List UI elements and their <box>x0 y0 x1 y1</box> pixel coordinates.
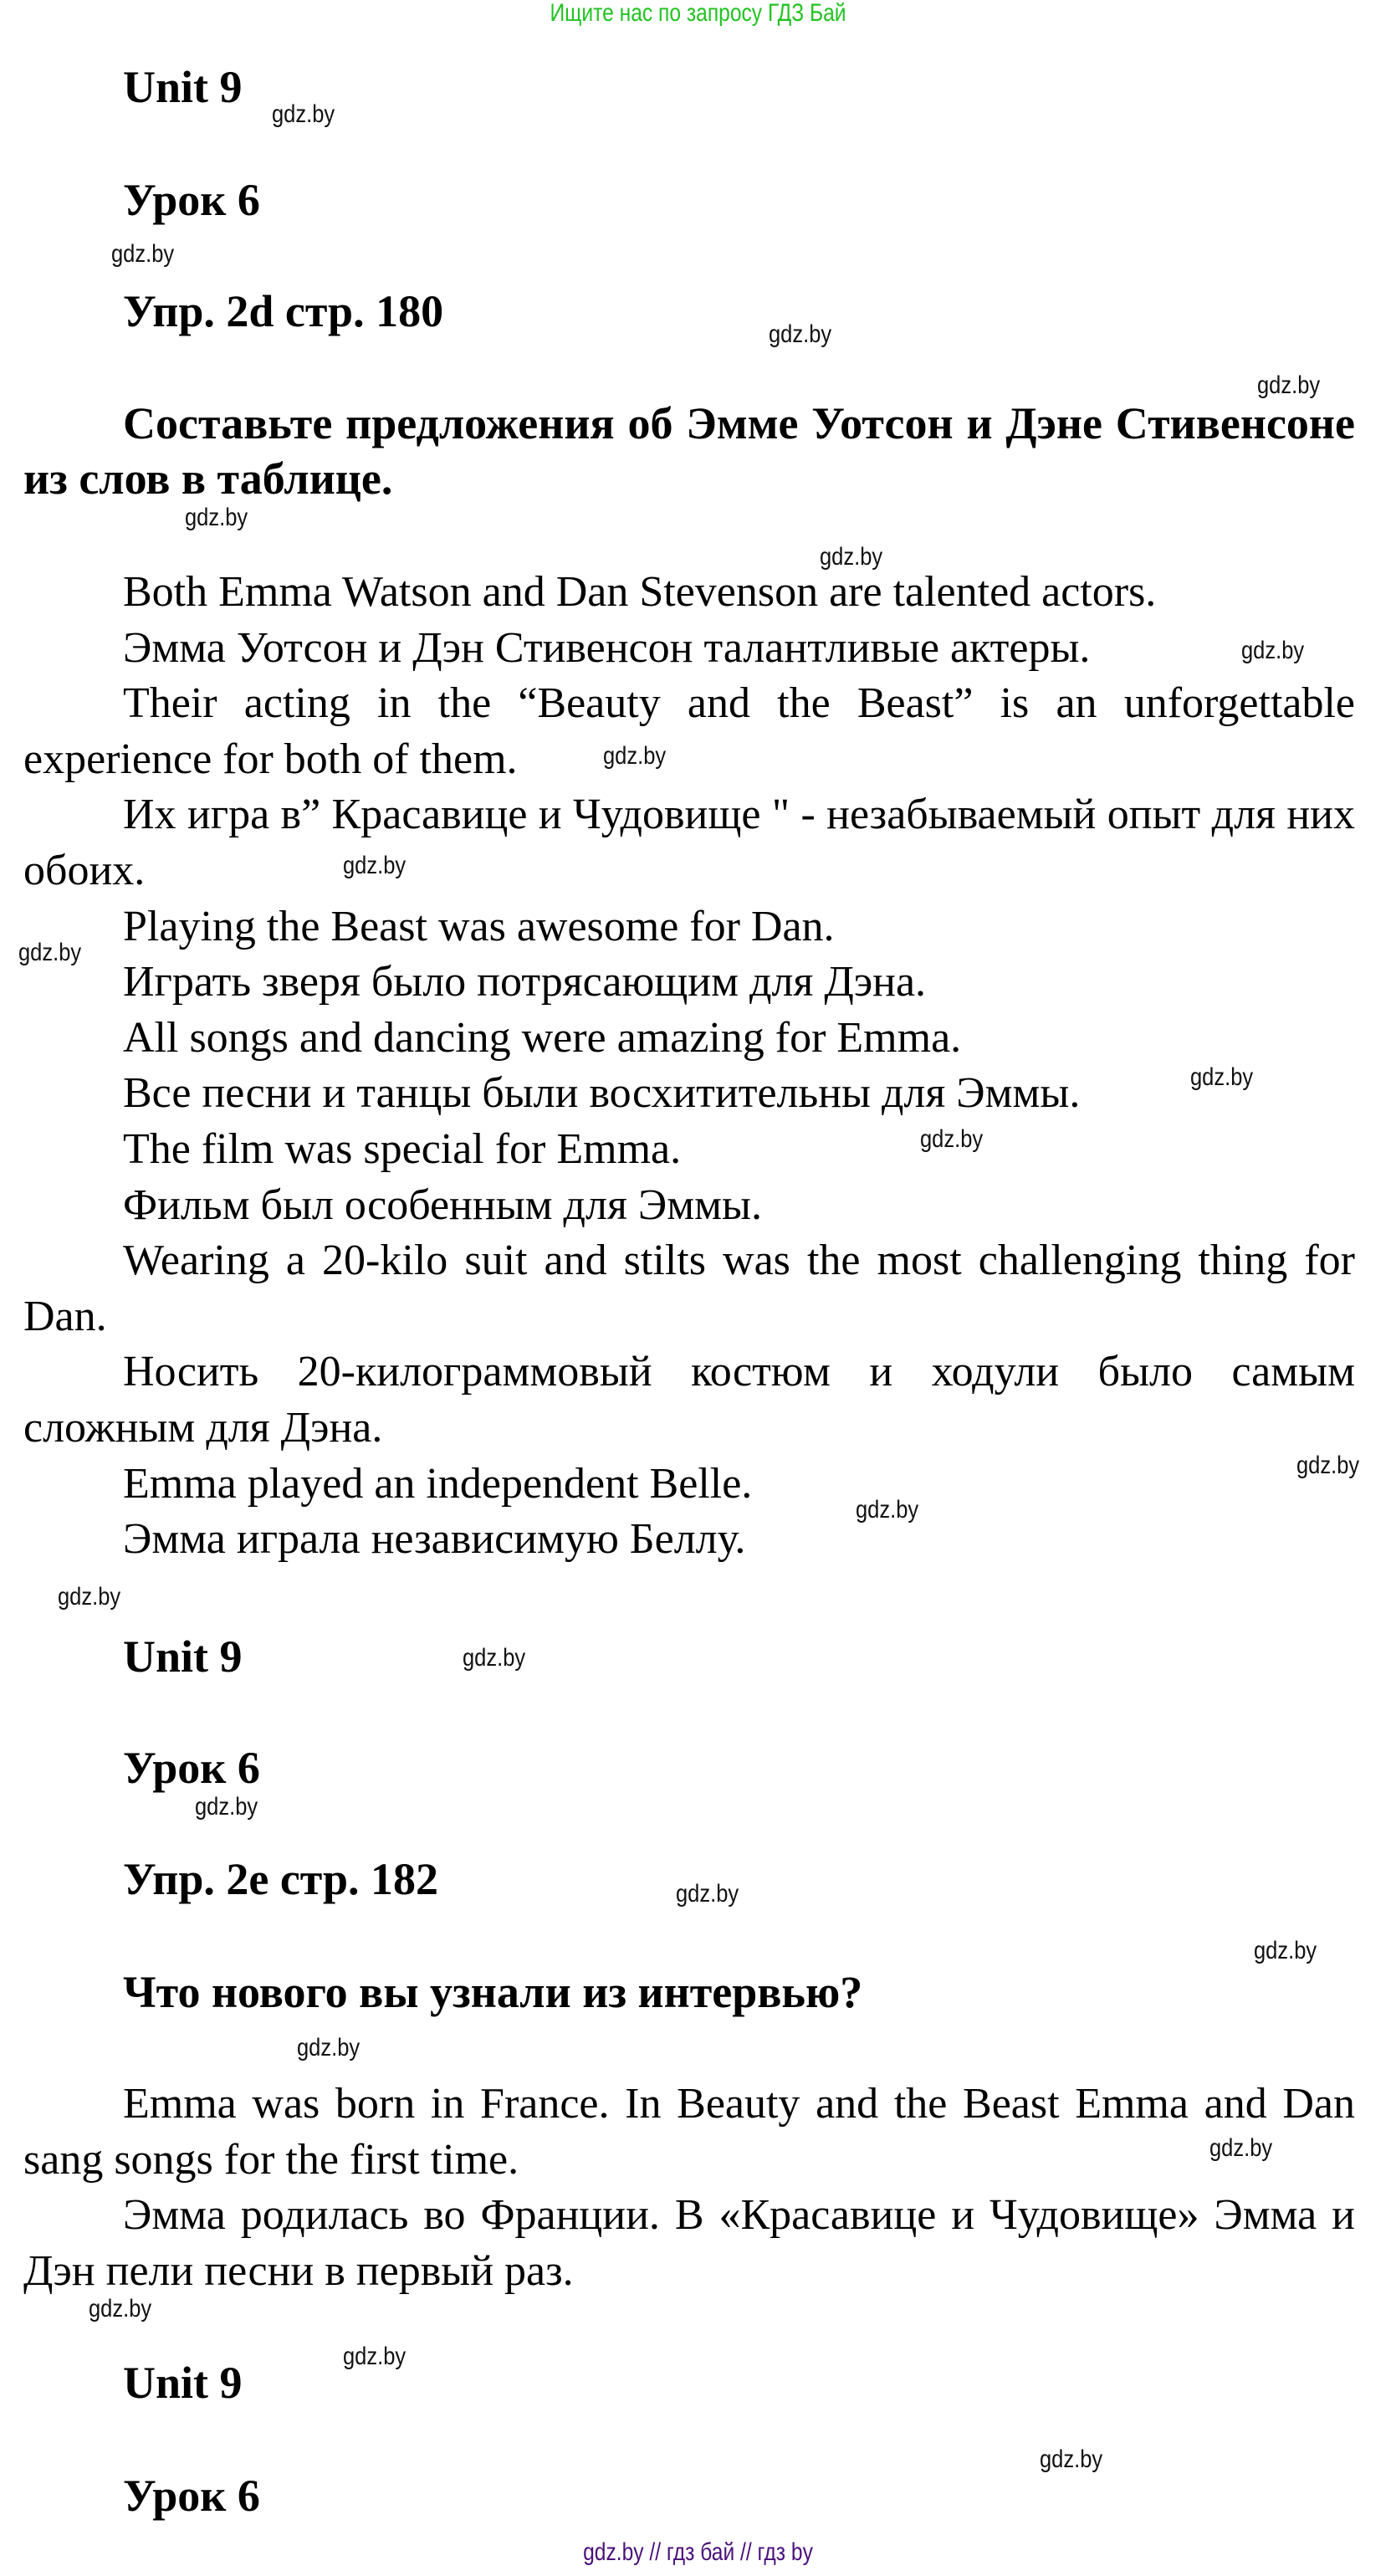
answer-block-1 <box>23 565 1355 1568</box>
footer-links[interactable]: gdz.by // гдз бай // гдз by <box>583 2538 813 2566</box>
watermark: gdz.by <box>920 1125 984 1153</box>
watermark: gdz.by <box>1190 1063 1254 1091</box>
unit-heading: Unit 9 <box>123 62 243 112</box>
answer-line: Emma was born in France. In Beauty and the Beast Emma and Dan sang songs for the first time. <box>23 2080 1355 2184</box>
watermark: gdz.by <box>195 1793 258 1821</box>
answer-line: Фильм был особенным для Эммы. <box>123 1180 762 1229</box>
watermark: gdz.by <box>89 2295 152 2322</box>
answer-line: Их игра в” Красавице и Чудовище " - незабываемый опыт для них обоих. <box>23 791 1355 894</box>
watermark: gdz.by <box>58 1583 121 1611</box>
answer-line: Wearing a 20-kilo suit and stilts was the most challenging thing for Dan. <box>23 1237 1355 1340</box>
top-banner-link[interactable]: Ищите нас по запросу ГДЗ Бай <box>550 0 846 27</box>
watermark: gdz.by <box>1254 1937 1317 1964</box>
answer-line: Эмма Уотсон и Дэн Стивенсон талантливые актеры. <box>123 623 1091 672</box>
watermark: gdz.by <box>343 2343 407 2370</box>
answer-line: All songs and dancing were amazing for Emma. <box>123 1013 962 1062</box>
watermark: gdz.by <box>463 1644 526 1672</box>
watermark: gdz.by <box>676 1880 739 1908</box>
watermark: gdz.by <box>856 1496 919 1524</box>
unit-heading: Unit 9 <box>123 2358 243 2408</box>
watermark: gdz.by <box>185 504 248 531</box>
answer-line: Играть зверя было потрясающим для Дэна. <box>123 958 927 1006</box>
answer-line: Both Emma Watson and Dan Stevenson are talented actors. <box>123 568 1157 616</box>
watermark: gdz.by <box>769 320 832 348</box>
unit-heading: Unit 9 <box>123 1631 243 1682</box>
answer-line: Эмма играла независимую Беллу. <box>123 1515 746 1564</box>
lesson-heading: Урок 6 <box>123 1743 260 1793</box>
watermark: gdz.by <box>820 543 883 571</box>
watermark: gdz.by <box>1241 637 1305 664</box>
watermark: gdz.by <box>603 742 667 770</box>
watermark: gdz.by <box>111 240 175 268</box>
task-heading: Что нового вы узнали из интервью? <box>123 1967 863 2017</box>
watermark: gdz.by <box>1040 2445 1103 2473</box>
exercise-heading: Упр. 2d стр. 180 <box>123 286 444 336</box>
watermark: gdz.by <box>1296 1452 1360 1479</box>
answer-line: Their acting in the “Beauty and the Beast” is an unforgettable experience for both of them. <box>23 679 1355 783</box>
answer-line: Emma played an independent Belle. <box>123 1459 753 1508</box>
answer-line: The film was special for Emma. <box>123 1124 682 1173</box>
watermark: gdz.by <box>1209 2134 1273 2162</box>
answer-block-2 <box>23 2077 1355 2299</box>
watermark: gdz.by <box>1257 371 1321 399</box>
task-heading: Составьте предложения об Эмме Уотсон и Дэне Стивенсоне из слов в таблице. <box>23 398 1355 504</box>
watermark: gdz.by <box>297 2034 361 2061</box>
lesson-heading: Урок 6 <box>123 175 260 225</box>
watermark: gdz.by <box>272 100 335 128</box>
answer-line: Playing the Beast was awesome for Dan. <box>123 902 835 950</box>
answer-line: Эмма родилась во Франции. В «Красавице и Чудовище» Эмма и Дэн пели песни в первый раз. <box>23 2191 1355 2295</box>
exercise-heading: Упр. 2e стр. 182 <box>123 1854 438 1904</box>
lesson-heading: Урок 6 <box>123 2471 260 2521</box>
answer-line: Все песни и танцы были восхитительны для Эммы. <box>123 1069 1081 1118</box>
watermark: gdz.by <box>18 939 82 966</box>
answer-line: Носить 20-килограммовый костюм и ходули было самым сложным для Дэна. <box>23 1348 1355 1452</box>
watermark: gdz.by <box>343 852 407 879</box>
